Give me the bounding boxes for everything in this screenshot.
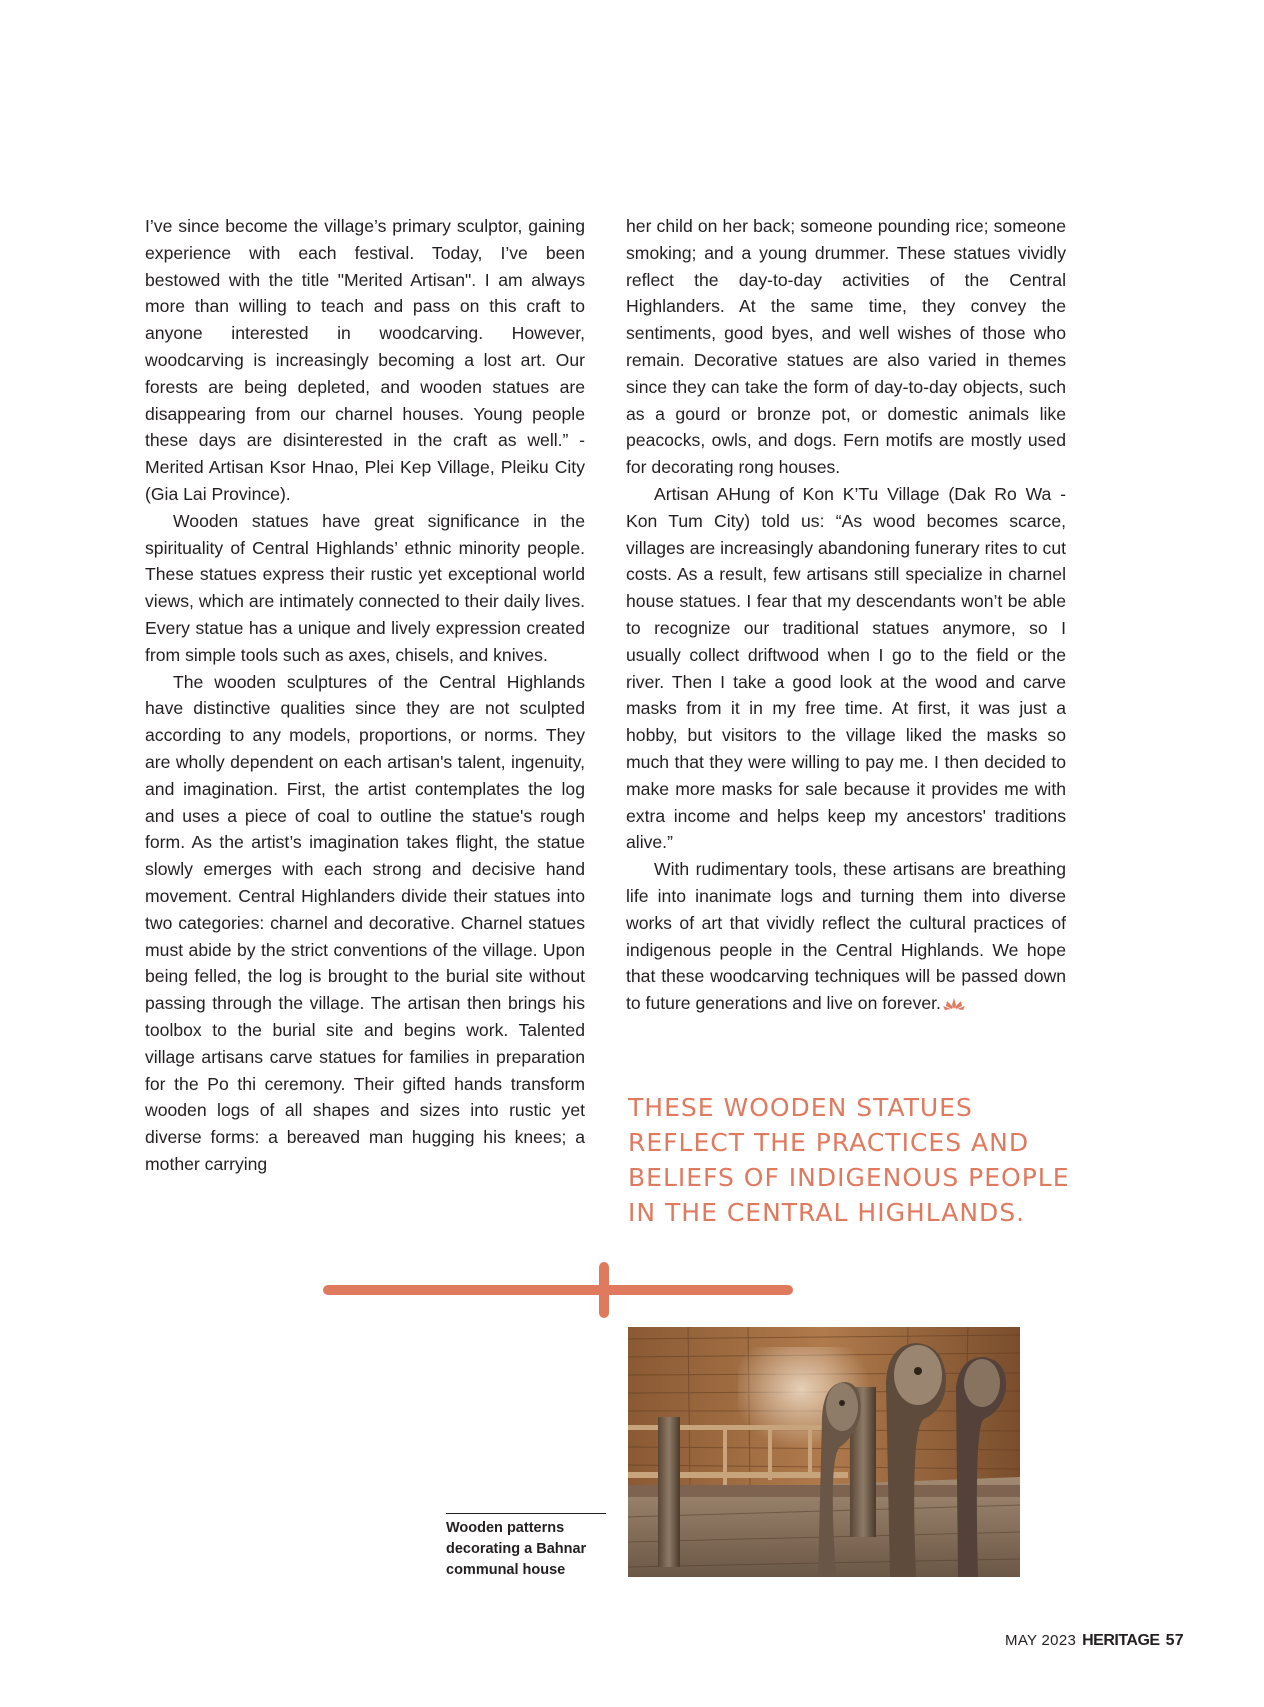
paragraph: The wooden sculptures of the Central Highlands have distinctive qualities since they are not sculpted according to any models, proportions, or norms. They are wholly dependent on each artisan's talent, ingenuity, and imagination. First, the artist contemplates the log and uses a piece of coal to outline the statue's rough form. As the artist’s imagination takes flight, the statue slowly emerges with each strong and decisive hand movement. Central Highlanders divide their statues into two categories: charnel and decorative. Charnel statues must abide by the strict conventions of the village. Upon being felled, the log is brought to the burial site without passing through the village. The artisan then brings his toolbox to the burial site and begins work. Talented village artisans carve statues for families in preparation for the Po thi ceremony. Their gifted hands transform wooden logs of all shapes and sizes into rustic yet diverse forms: a bereaved man hugging his knees; a mother carrying [145, 671, 585, 1174]
paragraph-text: With rudimentary tools, these artisans are breathing life into inanimate logs and turning them into diverse works of art that vividly reflect the cultural practices of indigenous people in the Central Highlands. We hope that these woodcarving techniques will be passed down to future generations and live on forever. [626, 859, 1066, 1014]
page-number: 57 [1165, 1632, 1184, 1649]
paragraph: I’ve since become the village’s primary sculptor, gaining experience with each festival. Today, I’ve been bestowed with the title "Merited Artisan". I am always more than willing to teach and pass on this craft to anyone interested in woodcarving. However, woodcarving is increasingly becoming a lost art. Our forests are being depleted, and wooden statues are disappearing from our charnel houses. Young people these days are disinterested in the craft as well.” - Merited Artisan Ksor Hnao, Plei Kep Village, Pleiku City (Gia Lai Province). [145, 216, 585, 504]
magazine-name: HERITAGE [1082, 1632, 1160, 1649]
article-column-right [626, 213, 1066, 1017]
article-column-left [145, 213, 585, 1178]
decorative-divider [322, 1262, 794, 1318]
paragraph: Wooden statues have great significance in the spirituality of Central Highlands’ ethnic minority people. These statues express their rustic yet exceptional world views, which are intimately connected to their daily lives. Every statue has a unique and lively expression created from simple tools such as axes, chisels, and knives. [145, 510, 585, 665]
caption-rule [446, 1513, 606, 1514]
page-footer [1005, 1632, 1184, 1650]
photo-caption: Wooden patterns decorating a Bahnar communal house [446, 1520, 587, 1578]
paragraph-final [626, 856, 1066, 1017]
pull-quote: THESE WOODEN STATUES REFLECT THE PRACTICES AND BELIEFS OF INDIGENOUS PEOPLE IN THE CENTRAL HIGHLANDS. [628, 1093, 1070, 1227]
communal-house-photo [628, 1327, 1020, 1577]
lotus-end-mark-icon [943, 997, 965, 1011]
paragraph: her child on her back; someone pounding rice; someone smoking; and a young drummer. These statues vividly reflect the day-to-day activities of the Central Highlanders. At the same time, they convey the sentiments, good byes, and well wishes of those who remain. Decorative statues are also varied in themes since they can take the form of day-to-day objects, such as a gourd or bronze pot, or domestic animals like peacocks, owls, and dogs. Fern motifs are mostly used for decorating rong houses. [626, 216, 1066, 478]
paragraph: Artisan AHung of Kon K’Tu Village (Dak Ro Wa - Kon Tum City) told us: “As wood becomes scarce, villages are increasingly abandoning funerary rites to cut costs. As a result, few artisans still specialize in charnel house statues. I fear that my descendants won’t be able to recognize our traditional statues anymore, so I usually collect driftwood when I go to the field or the river. Then I take a good look at the wood and carve masks from it in my free time. At first, it was just a hobby, but visitors to the village liked the masks so much that they were willing to pay me. I then decided to make more masks for sale because it provides me with extra income and helps keep my ancestors' traditions alive.” [626, 483, 1066, 853]
issue-date: MAY 2023 [1005, 1632, 1077, 1649]
